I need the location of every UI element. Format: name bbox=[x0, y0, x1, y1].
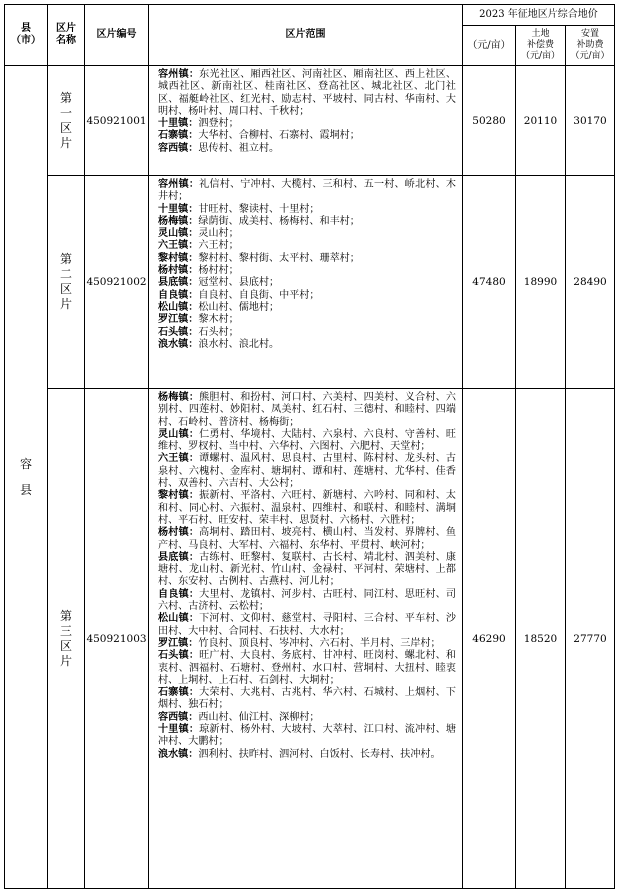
town-entry bbox=[158, 179, 456, 204]
village-list: 黎木村； bbox=[198, 314, 239, 326]
town-entry bbox=[158, 724, 456, 749]
town-entry bbox=[158, 339, 456, 351]
land-price-table bbox=[4, 4, 615, 889]
town-name: 松山镇： bbox=[158, 613, 200, 625]
town-entry bbox=[158, 253, 456, 265]
village-list: 高垌村、踏田村、坡亮村、横山村、当发村、界牌村、鱼产村、马良村、大军村、六福村、东华村、平贯村、峡河村； bbox=[158, 527, 457, 551]
village-list: 西山村、仙江村、深柳村； bbox=[198, 711, 320, 723]
town-name: 十里镇： bbox=[158, 724, 200, 736]
town-entry bbox=[158, 589, 456, 614]
town-entry bbox=[158, 290, 456, 302]
town-entry bbox=[158, 327, 456, 339]
village-list: 大华村、合柳村、石寨村、霞垌村； bbox=[198, 130, 360, 142]
district-code: 450921003 bbox=[85, 389, 149, 889]
town-name: 自良镇： bbox=[158, 588, 200, 600]
town-name: 灵山镇： bbox=[158, 428, 200, 440]
village-list: 礼信村、宁冲村、大榄村、三和村、五一村、峤北村、木井村； bbox=[158, 179, 457, 203]
resettle-value: 30170 bbox=[566, 66, 615, 176]
table-row bbox=[5, 176, 615, 389]
header-district-name: 区片 名称 bbox=[48, 5, 85, 66]
town-name: 杨村镇： bbox=[158, 527, 200, 539]
town-entry bbox=[158, 490, 456, 527]
header-resettle: 安置 补助费 （元/亩） bbox=[566, 26, 615, 66]
district-name-cell bbox=[48, 176, 85, 389]
header-district-code: 区片编号 bbox=[85, 5, 149, 66]
village-list: 琼新村、杨外村、大坡村、大萃村、江口村、流冲村、塘冲村、大鹏村； bbox=[158, 724, 457, 748]
town-name: 浪水镇： bbox=[158, 338, 199, 350]
village-list: 思传村、祖立村。 bbox=[198, 142, 280, 154]
town-entry bbox=[158, 392, 456, 429]
town-name: 六王镇： bbox=[158, 453, 200, 465]
district-name-cell bbox=[48, 389, 85, 889]
county-name: 容县 bbox=[19, 457, 32, 497]
village-list: 绿荫街、成美村、杨梅村、和丰村； bbox=[198, 215, 360, 227]
district-name-cell bbox=[48, 66, 85, 176]
town-name: 十里镇： bbox=[158, 118, 199, 130]
village-list: 振新村、平洛村、六旺村、新塘村、六吟村、同和村、太和村、同心村、六振村、温泉村、四维村、和联村、和睦村、满垌村、平石村、旺安村、荣丰村、思贤村、六杨村、六胜村； bbox=[158, 490, 457, 526]
village-list: 石头村； bbox=[198, 326, 239, 338]
town-name: 杨梅镇： bbox=[158, 215, 199, 227]
header-county: 县 （市） bbox=[5, 5, 48, 66]
town-entry bbox=[158, 527, 456, 552]
town-name: 容西镇： bbox=[158, 142, 199, 154]
village-list: 仁勇村、华境村、大陆村、六泉村、六良村、守善村、旺维村、罗杈村、当中村、六华村、六图村、六肥村、天堂村； bbox=[158, 428, 457, 453]
town-name: 自良镇： bbox=[158, 289, 199, 301]
village-list: 泗登村； bbox=[198, 118, 239, 130]
price-value: 50280 bbox=[463, 66, 516, 176]
village-list: 浪水村、浪北村。 bbox=[198, 338, 280, 350]
town-entry bbox=[158, 216, 456, 228]
town-name: 容州镇： bbox=[158, 179, 200, 190]
town-name: 石寨镇： bbox=[158, 130, 199, 142]
town-entry bbox=[158, 638, 456, 650]
town-entry bbox=[158, 650, 456, 687]
town-entry bbox=[158, 143, 456, 155]
town-entry bbox=[158, 429, 456, 454]
town-name: 石寨镇： bbox=[158, 687, 200, 699]
header-land-comp: 土地 补偿费 （元/亩） bbox=[516, 26, 566, 66]
town-name: 容西镇： bbox=[158, 711, 199, 723]
header-price-group: 2023 年征地区片综合地价 bbox=[463, 5, 615, 26]
district-range bbox=[149, 389, 463, 889]
resettle-value: 28490 bbox=[566, 176, 615, 389]
town-name: 杨村镇： bbox=[158, 265, 199, 277]
town-name: 杨梅镇： bbox=[158, 392, 200, 403]
village-list: 大里村、龙镇村、河步村、古旺村、同江村、思旺村、司六村、古济村、云松村； bbox=[158, 588, 457, 613]
district-code: 450921002 bbox=[85, 176, 149, 389]
land-comp-value: 18520 bbox=[516, 389, 566, 889]
village-list: 灵山村； bbox=[198, 228, 239, 240]
district-range bbox=[149, 66, 463, 176]
town-name: 灵山镇： bbox=[158, 228, 199, 240]
district-name: 第二区片 bbox=[59, 252, 72, 311]
district-name: 第三区片 bbox=[59, 608, 72, 668]
county-cell bbox=[5, 66, 48, 889]
town-name: 县底镇： bbox=[158, 551, 200, 563]
town-entry bbox=[158, 314, 456, 326]
town-name: 黎村镇： bbox=[158, 490, 200, 502]
village-list: 竹良村、顶良村、岑冲村、六石村、半月村、三岸村； bbox=[198, 637, 441, 649]
town-name: 石头镇： bbox=[158, 326, 199, 338]
price-value: 47480 bbox=[463, 176, 516, 389]
village-list: 自良村、自良街、中平村； bbox=[198, 289, 320, 301]
town-name: 石头镇： bbox=[158, 650, 200, 662]
district-code: 450921001 bbox=[85, 66, 149, 176]
district-range bbox=[149, 176, 463, 389]
land-price-table-page bbox=[4, 4, 615, 889]
town-entry bbox=[158, 265, 456, 277]
town-entry bbox=[158, 613, 456, 638]
town-entry bbox=[158, 302, 456, 314]
village-list: 杨村村； bbox=[198, 265, 239, 277]
town-entry bbox=[158, 118, 456, 130]
village-list: 下河村、文仰村、慈堂村、寻阳村、三合村、平车村、沙田村、大中村、合同村、石扶村、大水村； bbox=[158, 613, 457, 637]
village-list: 冠堂村、县底村； bbox=[198, 277, 280, 289]
village-list: 黎村村、黎村街、太平村、珊萃村； bbox=[198, 252, 360, 264]
land-comp-value: 20110 bbox=[516, 66, 566, 176]
town-entry bbox=[158, 204, 456, 216]
village-list: 松山村、儒地村； bbox=[198, 301, 280, 313]
town-name: 罗江镇： bbox=[158, 314, 199, 326]
town-entry bbox=[158, 69, 456, 118]
town-name: 容州镇： bbox=[158, 69, 200, 80]
village-list: 六王村； bbox=[198, 240, 239, 252]
town-name: 浪水镇： bbox=[158, 748, 199, 760]
header-range: 区片范围 bbox=[149, 5, 463, 66]
town-name: 六王镇： bbox=[158, 240, 199, 252]
town-entry bbox=[158, 687, 456, 712]
town-entry bbox=[158, 240, 456, 252]
table-row bbox=[5, 389, 615, 889]
header-price-unit: （元/亩） bbox=[463, 26, 516, 66]
town-name: 黎村镇： bbox=[158, 252, 199, 264]
table-row bbox=[5, 66, 615, 176]
resettle-value: 27770 bbox=[566, 389, 615, 889]
land-comp-value: 18990 bbox=[516, 176, 566, 389]
village-list: 东光社区、厢西社区、河南社区、厢南社区、西上社区、城西社区、新南社区、桂南社区、登高社区、城北社区、北门社区、福艇岭社区、红光村、励志村、平坡村、同古村、华南村、大明村、杨叶村、周口村、千秋村； bbox=[158, 69, 457, 117]
town-entry bbox=[158, 712, 456, 724]
village-list: 熊胆村、和扮村、河口村、六美村、四美村、义合村、六别村、四莲村、妙阳村、凤美村、红石村、三德村、和睦村、四端村、石岭村、普济村、杨梅街； bbox=[158, 392, 457, 428]
village-list: 甘旺村、黎读村、十里村； bbox=[198, 203, 320, 215]
town-entry bbox=[158, 749, 456, 761]
town-name: 县底镇： bbox=[158, 277, 199, 289]
town-name: 罗江镇： bbox=[158, 637, 199, 649]
village-list: 谭螺村、温风村、思良村、古里村、陈村村、龙头村、古泉村、六槐村、金库村、塘垌村、谭和村、莲塘村、尤华村、佳香村、双善村、六吉村、大公村； bbox=[158, 453, 457, 490]
district-name: 第一区片 bbox=[59, 90, 72, 150]
village-list: 泗利村、扶昨村、泗河村、白饭村、长寿村、扶冲村。 bbox=[198, 748, 441, 760]
town-entry bbox=[158, 130, 456, 142]
town-entry bbox=[158, 552, 456, 589]
town-entry bbox=[158, 453, 456, 490]
town-entry bbox=[158, 277, 456, 289]
price-value: 46290 bbox=[463, 389, 516, 889]
town-name: 十里镇： bbox=[158, 203, 199, 215]
town-name: 松山镇： bbox=[158, 301, 199, 313]
village-list: 大荣村、大兆村、古兆村、华六村、石城村、上烟村、下烟村、独石村； bbox=[158, 687, 457, 711]
village-list: 旺广村、大良村、务底村、甘冲村、旺岗村、螺北村、和衷村、泗福村、石塘村、登州村、水口村、营垌村、大扭村、睦衷村、上垌村、上石村、石剑村、大垌村； bbox=[158, 650, 457, 686]
village-list: 古练村、旺黎村、复联村、古长村、靖北村、泗美村、康塘村、龙山村、新光村、竹山村、金禄村、平河村、荣塘村、上都村、东安村、古例村、古燕村、河儿村； bbox=[158, 551, 457, 588]
town-entry bbox=[158, 228, 456, 240]
